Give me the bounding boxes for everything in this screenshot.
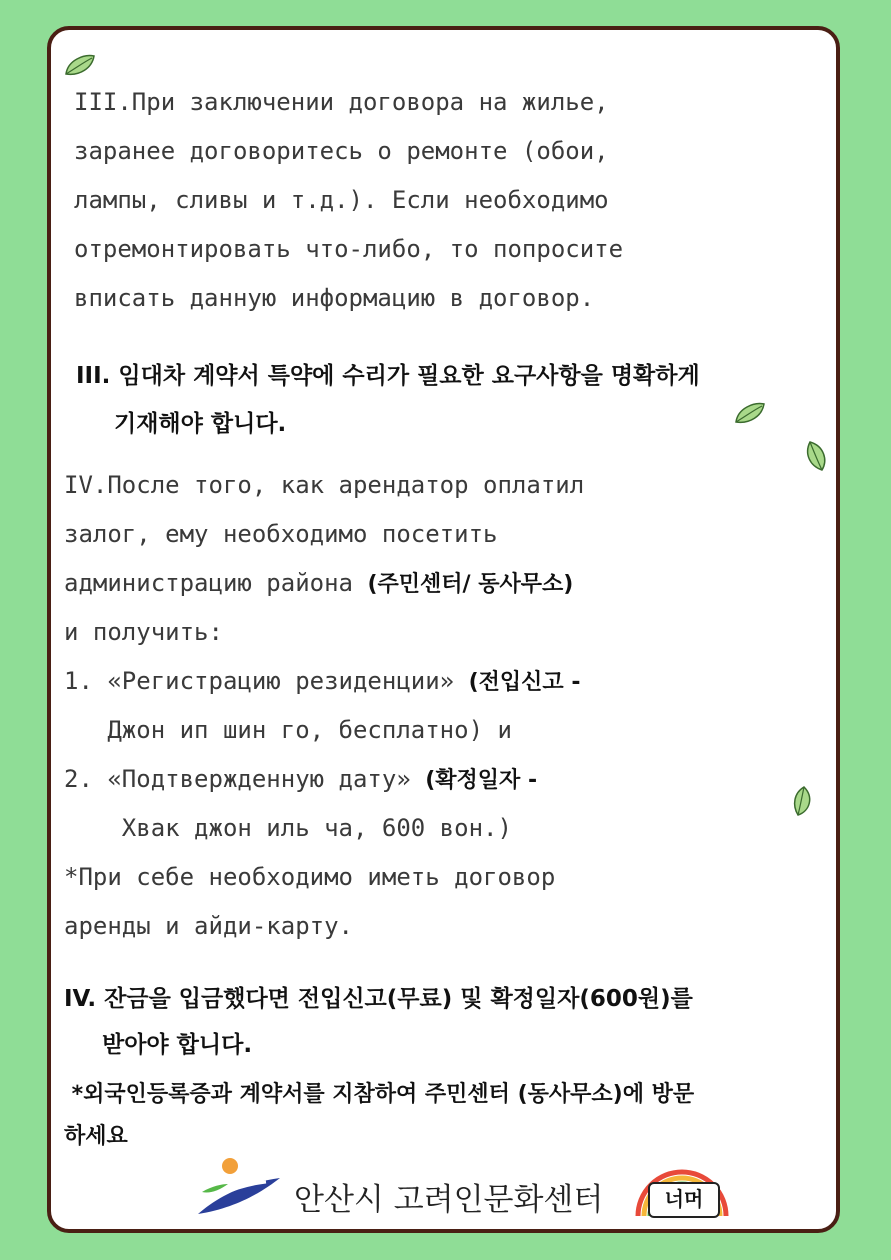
text-segment: 1. «Регистрацию резиденции» [64, 667, 455, 695]
text-line: III.При заключении договора на жилье, [74, 88, 609, 116]
text-line: IV. 잔금을 입금했다면 전입신고(무료) 및 확정일자(600원)를 [64, 986, 693, 1012]
footer-org-name: 안산시 고려인문화센터 [294, 1182, 604, 1218]
text-line [64, 755, 584, 804]
badge-label: 너머 [648, 1182, 720, 1218]
leaf-icon [62, 52, 98, 80]
section-4-korean-heading [64, 976, 693, 1068]
text-segment: 2. «Подтвержденную дату» [64, 765, 411, 793]
text-line [64, 657, 584, 706]
text-line: аренды и айди-карту. [64, 912, 353, 940]
text-line: III. 임대차 계약서 특약에 수리가 필요한 요구사항을 명확하게 [76, 363, 700, 389]
text-line: 기재해야 합니다. [114, 411, 287, 437]
leaf-icon [732, 400, 768, 428]
section-4-korean-note [64, 1074, 694, 1158]
text-line: залог, ему необходимо посетить [64, 520, 498, 548]
section-4-russian-text [64, 461, 584, 951]
leaf-icon [788, 785, 814, 819]
text-line: заранее договоритесь о ремонте (обои, [74, 137, 609, 165]
text-line: Хвак джон иль ча, 600 вон.) [64, 814, 512, 842]
leaf-icon [802, 438, 830, 474]
text-line: Джон ип шин го, бесплатно) и [64, 716, 512, 744]
korean-inline-date: (확정일자 - [425, 768, 538, 793]
footer-badge [632, 1162, 732, 1218]
section-3-russian-text [74, 78, 623, 323]
text-line: *При себе необходимо иметь договор [64, 863, 556, 891]
korean-inline-office: (주민센터/ 동사무소) [367, 572, 574, 597]
text-segment: администрацию района [64, 569, 353, 597]
text-line [64, 559, 584, 608]
text-line: вписать данную информацию в договор. [74, 284, 595, 312]
text-line: отремонтировать что-либо, то попросите [74, 235, 624, 263]
text-line: 하세요 [64, 1124, 128, 1149]
text-line: 받아야 합니다. [102, 1032, 253, 1058]
culture-center-logo-icon [192, 1156, 284, 1222]
text-line: лампы, сливы и т.д.). Если необходимо [74, 186, 609, 214]
korean-inline-residence: (전입신고 - [468, 670, 581, 695]
text-line: *외국인등록증과 계약서를 지참하여 주민센터 (동사무소)에 방문 [64, 1082, 695, 1107]
text-line: и получить: [64, 618, 223, 646]
text-line: IV.После того, как арендатор оплатил [64, 471, 585, 499]
section-3-korean-heading [76, 352, 700, 448]
